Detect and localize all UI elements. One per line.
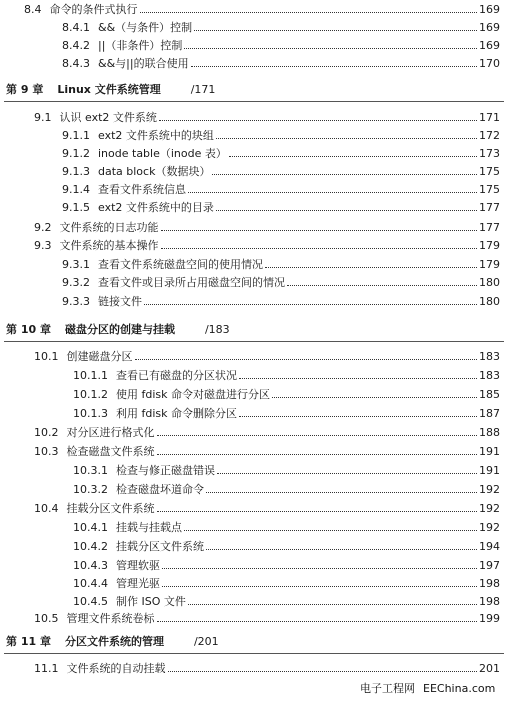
toc-title: data block（数据块） xyxy=(98,165,211,178)
toc-entry-subsection xyxy=(73,480,500,498)
toc-page: 179 xyxy=(479,238,500,252)
toc-page: 169 xyxy=(479,20,500,34)
toc-page: 183 xyxy=(479,368,500,382)
toc-number: 10.4 xyxy=(34,501,59,515)
toc-entry-section xyxy=(34,442,500,460)
toc-page: 192 xyxy=(479,501,500,515)
toc-title: ||（非条件）控制 xyxy=(98,39,183,52)
watermark-site: EEChina.com xyxy=(423,682,496,695)
toc-number: 9.1 xyxy=(34,110,52,124)
toc-page: 169 xyxy=(479,38,500,52)
toc-number: 10.5 xyxy=(34,611,59,625)
toc-leader xyxy=(162,568,477,569)
toc-entry-subsection xyxy=(62,198,500,216)
toc-entry-subsection xyxy=(73,518,500,536)
toc-chapter-page: /201 xyxy=(193,634,219,648)
toc-chapter-number: 第 11 章 xyxy=(6,635,51,648)
toc-leader xyxy=(216,210,477,211)
toc-entry-subsection xyxy=(62,126,500,144)
chapter-divider xyxy=(4,101,504,102)
toc-leader xyxy=(217,473,477,474)
toc-leader xyxy=(287,285,477,286)
toc-entry-section xyxy=(34,659,500,677)
toc-title: 查看文件系统信息 xyxy=(98,183,186,196)
toc-entry-section xyxy=(34,236,500,254)
toc-page: 180 xyxy=(479,275,500,289)
toc-number: 9.1.3 xyxy=(62,164,90,178)
toc-title: 检查磁盘坏道命令 xyxy=(116,483,204,496)
toc-entry-subsection xyxy=(62,36,500,54)
toc-number: 10.4.5 xyxy=(73,594,108,608)
watermark-label: 电子工程网 xyxy=(360,682,415,695)
toc-leader xyxy=(216,138,477,139)
toc-page: 170 xyxy=(479,56,500,70)
toc-leader xyxy=(135,359,478,360)
toc-number: 10.1 xyxy=(34,349,59,363)
toc-leader xyxy=(229,156,477,157)
toc-number: 8.4.2 xyxy=(62,38,90,52)
toc-number: 11.1 xyxy=(34,661,59,675)
toc-leader xyxy=(188,604,477,605)
toc-page: 183 xyxy=(479,349,500,363)
toc-chapter-heading xyxy=(6,632,219,650)
toc-leader xyxy=(191,66,477,67)
toc-chapter-page: /183 xyxy=(204,322,230,336)
toc-title: 使用 fdisk 命令对磁盘进行分区 xyxy=(116,388,271,401)
toc-leader xyxy=(206,549,477,550)
toc-entry-subsection xyxy=(73,366,500,384)
toc-leader xyxy=(168,671,478,672)
toc-leader xyxy=(157,435,478,436)
toc-title: ext2 文件系统中的目录 xyxy=(98,201,214,214)
toc-page: 177 xyxy=(479,220,500,234)
toc-leader xyxy=(161,248,478,249)
toc-title: 认识 ext2 文件系统 xyxy=(59,111,157,124)
toc-title: 查看文件或目录所占用磁盘空间的情况 xyxy=(98,276,285,289)
toc-title: 挂载分区文件系统 xyxy=(116,540,204,553)
toc-number: 8.4.1 xyxy=(62,20,90,34)
toc-chapter-number: 第 10 章 xyxy=(6,323,51,336)
toc-page: 201 xyxy=(479,661,500,675)
toc-number: 10.4.1 xyxy=(73,520,108,534)
toc-entry-section xyxy=(34,218,500,236)
toc-page: 172 xyxy=(479,128,500,142)
toc-page: 191 xyxy=(479,444,500,458)
toc-page: 191 xyxy=(479,463,500,477)
toc-chapter-heading xyxy=(6,320,230,338)
toc-page: 198 xyxy=(479,576,500,590)
toc-entry-section xyxy=(24,0,500,18)
toc-title: 制作 ISO 文件 xyxy=(116,595,186,608)
toc-title: 对分区进行格式化 xyxy=(66,426,155,439)
toc-number: 10.3 xyxy=(34,444,59,458)
toc-leader xyxy=(212,174,477,175)
watermark xyxy=(360,680,495,696)
toc-page: 192 xyxy=(479,520,500,534)
toc-entry-subsection xyxy=(62,162,500,180)
toc-title: 挂载与挂载点 xyxy=(116,521,182,534)
toc-leader xyxy=(144,304,477,305)
toc-page: 175 xyxy=(479,164,500,178)
toc-page: 188 xyxy=(479,425,500,439)
toc-title: &&与||的联合使用 xyxy=(98,57,189,70)
toc-leader xyxy=(206,492,477,493)
toc-number: 9.3.1 xyxy=(62,257,90,271)
toc-entry-subsection xyxy=(62,292,500,310)
toc-title: 命令的条件式执行 xyxy=(49,3,138,16)
toc-number: 9.1.1 xyxy=(62,128,90,142)
toc-title: 检查磁盘文件系统 xyxy=(66,445,155,458)
toc-number: 10.2 xyxy=(34,425,59,439)
toc-number: 10.3.2 xyxy=(73,482,108,496)
toc-leader xyxy=(188,192,477,193)
toc-title: &&（与条件）控制 xyxy=(98,21,193,34)
toc-page: 177 xyxy=(479,200,500,214)
toc-page: 192 xyxy=(479,482,500,496)
toc-entry-section xyxy=(34,347,500,365)
toc-number: 9.3 xyxy=(34,238,52,252)
toc-entry-subsection xyxy=(73,385,500,403)
toc-entry-subsection xyxy=(73,556,500,574)
toc-title: 文件系统的日志功能 xyxy=(59,221,159,234)
toc-page: 175 xyxy=(479,182,500,196)
toc-entry-subsection xyxy=(62,273,500,291)
toc-number: 9.1.2 xyxy=(62,146,90,160)
toc-title: 管理光驱 xyxy=(116,577,160,590)
chapter-divider xyxy=(4,341,504,342)
toc-entry-subsection xyxy=(73,461,500,479)
toc-leader xyxy=(157,511,478,512)
toc-page: 180 xyxy=(479,294,500,308)
toc-number: 9.3.2 xyxy=(62,275,90,289)
toc-title: inode table（inode 表） xyxy=(98,147,227,160)
toc-chapter-page: /171 xyxy=(190,82,216,96)
toc-entry-subsection xyxy=(62,255,500,273)
toc-entry-section xyxy=(34,423,500,441)
toc-entry-subsection xyxy=(62,18,500,36)
toc-page: 185 xyxy=(479,387,500,401)
toc-number: 10.1.3 xyxy=(73,406,108,420)
toc-chapter-title: 磁盘分区的创建与挂载 xyxy=(64,323,175,336)
toc-page: 179 xyxy=(479,257,500,271)
toc-leader xyxy=(184,530,477,531)
toc-chapter-heading xyxy=(6,80,215,98)
toc-leader xyxy=(161,230,478,231)
toc-page: 169 xyxy=(479,2,500,16)
toc-page: 199 xyxy=(479,611,500,625)
toc-leader xyxy=(157,621,478,622)
toc-page: 171 xyxy=(479,110,500,124)
toc-chapter-number: 第 9 章 xyxy=(6,83,44,96)
toc-page: 194 xyxy=(479,539,500,553)
toc-leader xyxy=(140,12,478,13)
toc-entry-subsection xyxy=(73,404,500,422)
toc-entry-subsection xyxy=(62,144,500,162)
toc-entry-subsection xyxy=(73,592,500,610)
toc-title: 管理文件系统卷标 xyxy=(66,612,155,625)
toc-title: 挂载分区文件系统 xyxy=(66,502,155,515)
toc-number: 9.2 xyxy=(34,220,52,234)
toc-number: 9.1.4 xyxy=(62,182,90,196)
toc-entry-section xyxy=(34,609,500,627)
toc-number: 10.4.2 xyxy=(73,539,108,553)
toc-leader xyxy=(184,48,477,49)
toc-title: 查看文件系统磁盘空间的使用情况 xyxy=(98,258,263,271)
toc-number: 10.1.2 xyxy=(73,387,108,401)
toc-entry-subsection xyxy=(62,54,500,72)
toc-title: 利用 fdisk 命令删除分区 xyxy=(116,407,238,420)
toc-chapter-title: Linux 文件系统管理 xyxy=(57,83,161,96)
toc-page: 198 xyxy=(479,594,500,608)
toc-leader xyxy=(265,267,477,268)
toc-title: ext2 文件系统中的块组 xyxy=(98,129,214,142)
toc-number: 10.1.1 xyxy=(73,368,108,382)
toc-title: 管理软驱 xyxy=(116,559,160,572)
toc-leader xyxy=(159,120,477,121)
chapter-divider xyxy=(4,653,504,654)
toc-number: 10.4.3 xyxy=(73,558,108,572)
toc-page: 173 xyxy=(479,146,500,160)
toc-chapter-title: 分区文件系统的管理 xyxy=(64,635,164,648)
toc-entry-subsection xyxy=(73,574,500,592)
toc-title: 链接文件 xyxy=(98,295,142,308)
toc-entry-section xyxy=(34,108,500,126)
toc-number: 9.3.3 xyxy=(62,294,90,308)
toc-title: 检查与修正磁盘错误 xyxy=(116,464,215,477)
toc-number: 10.4.4 xyxy=(73,576,108,590)
toc-title: 文件系统的自动挂载 xyxy=(66,662,166,675)
toc-title: 创建磁盘分区 xyxy=(66,350,133,363)
toc-leader xyxy=(239,416,477,417)
toc-entry-section xyxy=(34,499,500,517)
toc-number: 9.1.5 xyxy=(62,200,90,214)
toc-page: 187 xyxy=(479,406,500,420)
toc-leader xyxy=(239,378,477,379)
toc-leader xyxy=(194,30,477,31)
toc-number: 8.4 xyxy=(24,2,42,16)
toc-number: 8.4.3 xyxy=(62,56,90,70)
toc-leader xyxy=(162,586,477,587)
toc-entry-subsection xyxy=(62,180,500,198)
toc-title: 查看已有磁盘的分区状况 xyxy=(116,369,237,382)
toc-entry-subsection xyxy=(73,537,500,555)
toc-leader xyxy=(272,397,477,398)
toc-number: 10.3.1 xyxy=(73,463,108,477)
toc-page: 197 xyxy=(479,558,500,572)
toc-leader xyxy=(157,454,478,455)
toc-title: 文件系统的基本操作 xyxy=(59,239,159,252)
